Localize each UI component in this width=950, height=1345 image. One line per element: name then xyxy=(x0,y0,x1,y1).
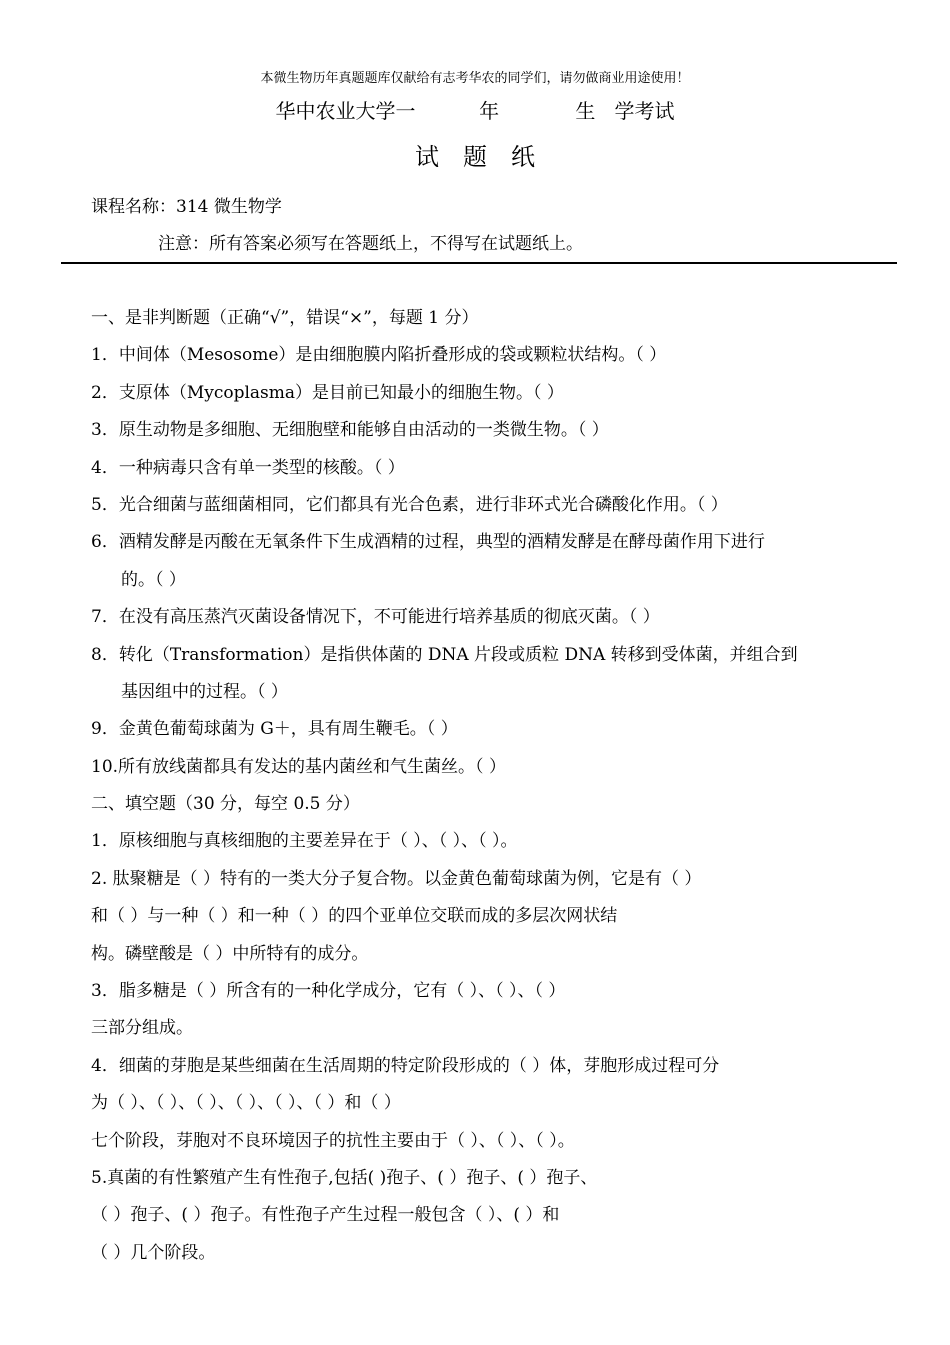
question-line: 9．金黄色葡萄球菌为 G＋，具有周生鞭毛。（ ） xyxy=(91,719,458,740)
question-line: 4．细菌的芽胞是某些细菌在生活周期的特定阶段形成的（ ）体，芽胞形成过程可分 xyxy=(91,1055,720,1076)
question-line-continuation: 的。（ ） xyxy=(121,569,186,590)
question-line: 2．支原体（Mycoplasma）是目前已知最小的细胞生物。（ ） xyxy=(91,382,564,403)
exam-header-title: 华中农业大学一 年 生 学考试 xyxy=(275,99,675,123)
question-line: 5.真菌的有性繁殖产生有性孢子,包括( )孢子、( ）孢子、( ）孢子、 xyxy=(91,1167,598,1188)
question-line: 2. 肽聚糖是（ ）特有的一类大分子复合物。以金黄色葡萄球菌为例，它是有（ ） xyxy=(91,868,702,889)
question-line: 4．一种病毒只含有单一类型的核酸。（ ） xyxy=(91,457,405,478)
question-line: 三部分组成。 xyxy=(91,1018,193,1039)
question-line-continuation: 基因组中的过程。（ ） xyxy=(121,681,288,702)
question-line: （ ）孢子、( ）孢子。有性孢子产生过程一般包含（ ）、( ）和 xyxy=(91,1205,560,1226)
question-line: 七个阶段，芽胞对不良环境因子的抗性主要由于（ ）、（ ）、（ ）。 xyxy=(91,1130,575,1151)
question-line: 3．原生动物是多细胞、无细胞壁和能够自由活动的一类微生物。（ ） xyxy=(91,420,609,441)
question-line: 和（ ）与一种（ ）和一种（ ）的四个亚单位交联而成的多层次网状结 xyxy=(91,906,618,927)
paper-title: 试题纸 xyxy=(415,143,559,171)
question-line: 10.所有放线菌都具有发达的基内菌丝和气生菌丝。（ ） xyxy=(91,756,506,777)
question-line: 构。磷壁酸是（ ）中所特有的成分。 xyxy=(91,943,369,964)
question-line: （ ）几个阶段。 xyxy=(91,1242,216,1263)
question-line: 1．中间体（Mesosome）是由细胞膜内陷折叠形成的袋或颗粒状结构。（ ） xyxy=(91,345,667,366)
question-line: 6．酒精发酵是丙酸在无氧条件下生成酒精的过程，典型的酒精发酵是在酵母菌作用下进行 xyxy=(91,532,765,553)
course-name: 课程名称：314 微生物学 xyxy=(91,197,282,217)
question-line: 5．光合细菌与蓝细菌相同，它们都具有光合色素，进行非环式光合磷酸化作用。（ ） xyxy=(91,494,728,515)
question-line: 7．在没有高压蒸汽灭菌设备情况下，不可能进行培养基质的彻底灭菌。（ ） xyxy=(91,607,660,628)
header-divider xyxy=(61,262,897,264)
question-body xyxy=(91,300,847,1272)
attention-note: 注意：所有答案必须写在答题纸上，不得写在试题纸上。 xyxy=(158,234,583,254)
question-line: 3．脂多糖是（ ）所含有的一种化学成分，它有（ ）、（ ）、（ ） xyxy=(91,981,566,1002)
section-heading-true-false: 一、是非判断题（正确“√”，错误“×”，每题 1 分） xyxy=(91,308,479,328)
question-line: 1．原核细胞与真核细胞的主要差异在于（ ）、（ ）、（ ）。 xyxy=(91,831,518,852)
section-heading-fill-blank: 二、填空题（30 分，每空 0.5 分） xyxy=(91,794,360,815)
usage-notice: 本微生物历年真题题库仅献给有志考华农的同学们，请勿做商业用途使用！ xyxy=(260,71,690,86)
question-line: 为（ ）、（ ）、（ ）、（ ）、（ ）、（ ）和（ ） xyxy=(91,1093,401,1114)
question-line: 8．转化（Transformation）是指供体菌的 DNA 片段或质粒 DNA 转移到受体菌，并组合到 xyxy=(91,644,798,665)
